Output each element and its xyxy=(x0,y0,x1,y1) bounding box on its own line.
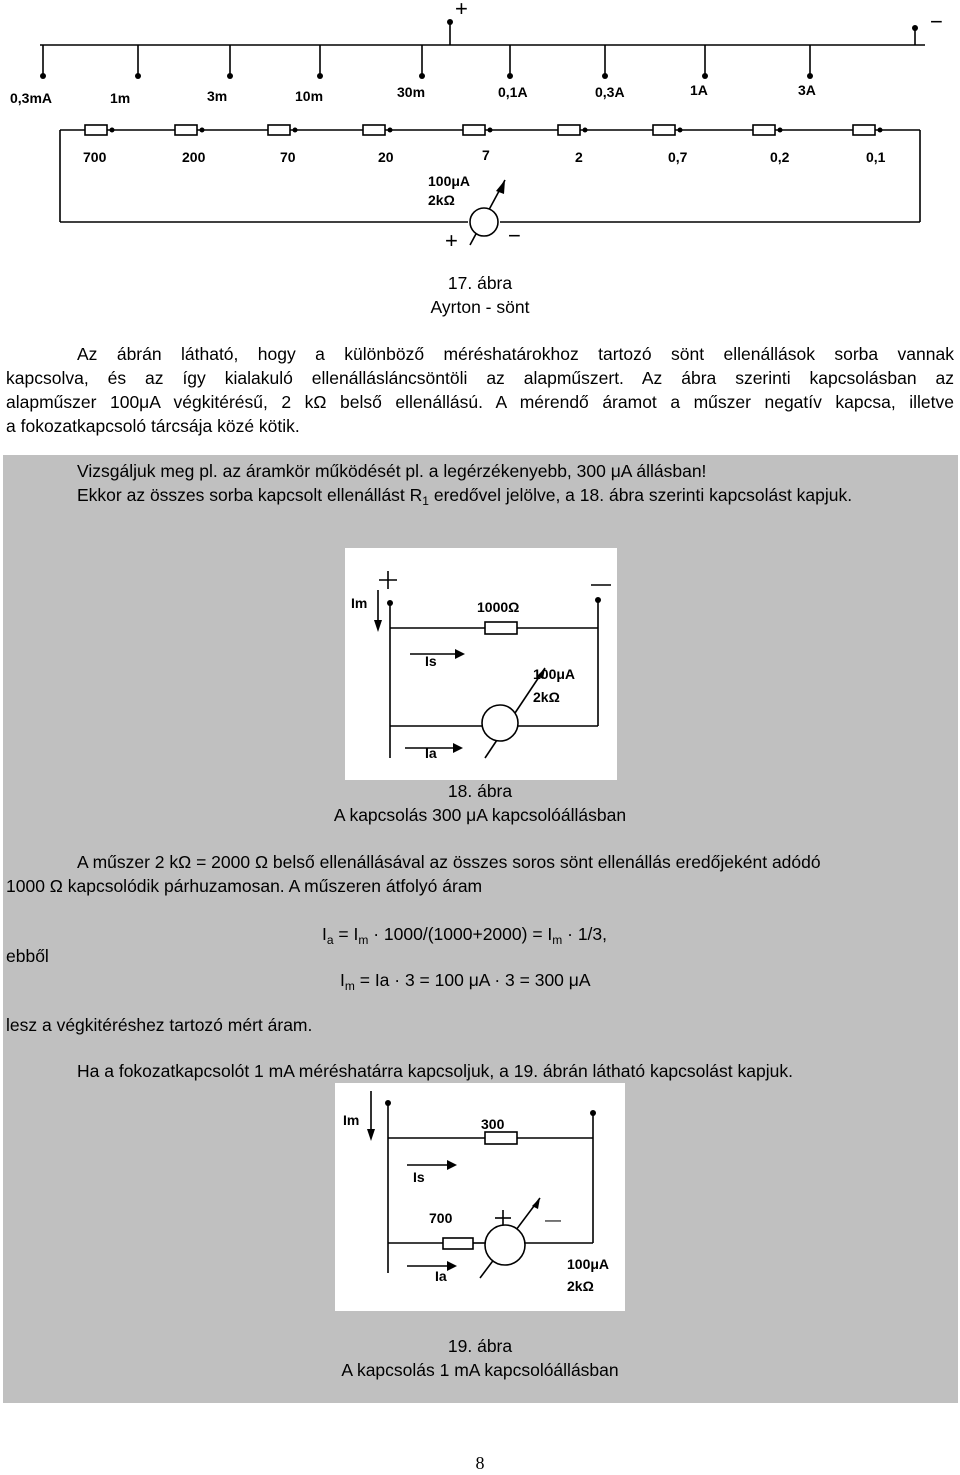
fig17-range-label: 0,1A xyxy=(498,84,528,100)
fig18-caption-number: 18. ábra xyxy=(447,781,513,801)
fig19-minus-label: — xyxy=(545,1212,561,1229)
fig17-plus-label: + xyxy=(455,0,468,21)
figure-18-circuit-diagram xyxy=(345,548,617,780)
figure-19-circuit-diagram xyxy=(335,1083,625,1311)
fig17-caption-title: Ayrton - sönt xyxy=(430,297,530,317)
paragraph-1-line-1: Az ábrán látható, hogy a különböző méréshatárokhoz tartozó sönt ellenállások sorba vannak xyxy=(77,344,954,364)
paragraph-2-line-2: Ekkor az összes sorba kapcsolt ellenállást $R_1$ eredővel jelölve, a 18. ábra szerinti kapcsolást kapjuk. xyxy=(77,485,853,508)
fig17-range-label: 0,3mA xyxy=(10,90,53,106)
fig19-meter-resistance: 2kΩ xyxy=(567,1278,594,1294)
fig17-meter-resistance: 2kΩ xyxy=(428,192,455,208)
fig17-range-label: 3m xyxy=(207,88,228,104)
fig17-range-label: 10m xyxy=(295,88,324,104)
fig19-caption-number: 19. ábra xyxy=(447,1336,513,1356)
fig17-minus-label: − xyxy=(930,9,943,34)
fig17-meter-plus: + xyxy=(445,228,458,253)
fig19-im-label: Im xyxy=(343,1112,360,1128)
equation-2: $I_m = Ia \cdot 3 = 100$ μA · 3 = 300 μA xyxy=(340,970,591,993)
fig17-resistor-label: 7 xyxy=(482,147,490,163)
fig18-meter-rating: 100μA xyxy=(533,666,576,682)
fig17-resistor-label: 700 xyxy=(83,149,107,165)
fig17-resistor-label: 0,2 xyxy=(770,149,790,165)
fig19-is-label: Is xyxy=(413,1169,425,1185)
ebbol-label: ebből xyxy=(6,946,49,966)
paragraph-1-line-3: alapműszer 100μA végkitérésű, 2 kΩ belső ellenállású. A mérendő áramot a műszer negatív kapcsa, illetve xyxy=(6,392,954,412)
fig19-caption-title: A kapcsolás 1 mA kapcsolóállásban xyxy=(341,1360,619,1380)
fig18-is-label: Is xyxy=(425,653,437,669)
fig17-resistor-label: 0,7 xyxy=(668,149,688,165)
paragraph-4: Ha a fokozatkapcsolót 1 mA méréshatárra kapcsoljuk, a 19. ábrán látható kapcsolást kapjuk. xyxy=(77,1061,793,1081)
fig19-ia-label: Ia xyxy=(435,1268,447,1284)
fig17-resistor-label: 20 xyxy=(378,149,394,165)
fig18-resistor-label: 1000Ω xyxy=(477,599,520,615)
equation-1: $I_a = I_m \cdot 1000/(1000+2000) = I_m \cdot 1/3$, xyxy=(322,924,608,947)
fig17-resistor-label: 2 xyxy=(575,149,583,165)
fig17-resistor-label: 0,1 xyxy=(866,149,886,165)
fig17-range-label: 1A xyxy=(690,82,708,98)
fig17-range-label: 1m xyxy=(110,90,131,106)
paragraph-3-line-1: A műszer 2 kΩ = 2000 Ω belső ellenállásával az összes soros sönt ellenállás eredőjeként adódó xyxy=(77,852,821,872)
fig19-r-left-label: 700 xyxy=(429,1210,453,1226)
fig17-resistor-label: 200 xyxy=(182,149,206,165)
paragraph-2-line-1: Vizsgáljuk meg pl. az áramkör működését pl. a legérzékenyebb, 300 μA állásban! xyxy=(77,461,707,481)
fig18-caption-title: A kapcsolás 300 μA kapcsolóállásban xyxy=(333,805,627,825)
fig17-caption-number: 17. ábra xyxy=(447,273,513,293)
paragraph-3-line-2: 1000 Ω kapcsolódik párhuzamosan. A műszeren átfolyó áram xyxy=(6,876,483,896)
fig17-range-label: 30m xyxy=(397,84,426,100)
fig17-range-label: 3A xyxy=(798,82,816,98)
fig17-meter-minus: − xyxy=(508,223,521,248)
fig17-meter-rating: 100μA xyxy=(428,173,471,189)
fig17-range-label: 0,3A xyxy=(595,84,625,100)
figure-17-ayrton-shunt-diagram xyxy=(0,0,960,265)
fig17-resistor-label: 70 xyxy=(280,149,296,165)
fig18-meter-resistance: 2kΩ xyxy=(533,689,560,705)
fig18-im-label: Im xyxy=(351,595,368,611)
fig18-ia-label: Ia xyxy=(425,745,437,761)
paragraph-1-line-4: a fokozatkapcsoló tárcsája közé kötik. xyxy=(6,416,300,436)
paragraph-1-line-2: kapcsolva, és az így kialakuló ellenállásláncsöntöli az alapműszert. Az ábra szerinti kapcsolásban az xyxy=(6,368,954,388)
fig19-r-top-label: 300 xyxy=(481,1116,505,1132)
lesz-sentence: lesz a végkitéréshez tartozó mért áram. xyxy=(6,1015,313,1035)
page-number: 8 xyxy=(475,1453,485,1473)
fig19-meter-rating: 100μA xyxy=(567,1256,610,1272)
